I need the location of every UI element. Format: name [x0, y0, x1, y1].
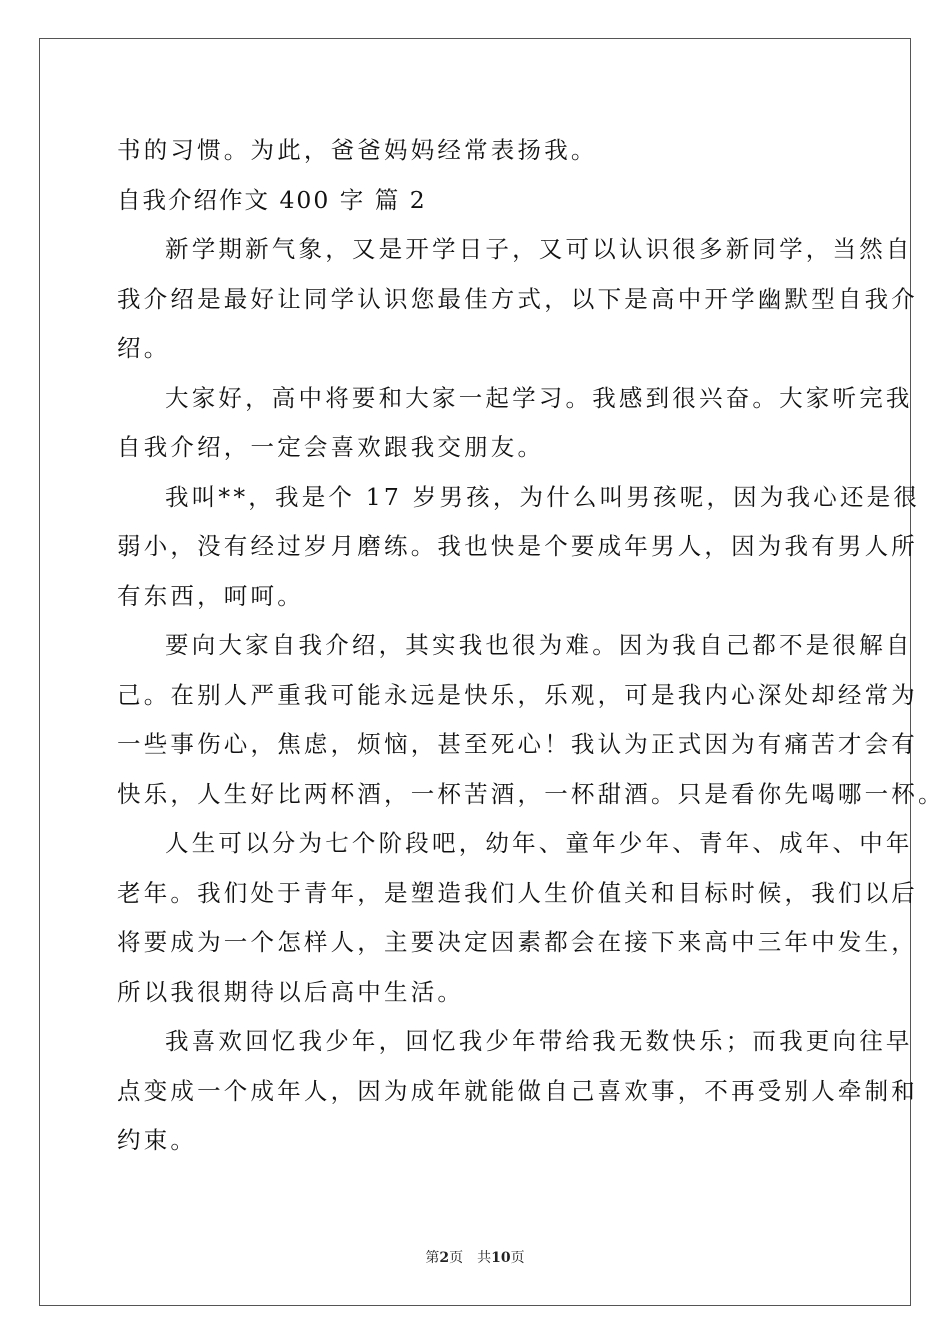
paragraph-line: 人生可以分为七个阶段吧，幼年、童年少年、青年、成年、中年: [165, 829, 913, 857]
page-footer: [0, 1247, 950, 1267]
total-suffix: 页: [510, 1250, 525, 1266]
paragraph-line: 一些事伤心，焦虑，烦恼，甚至死心！我认为正式因为有痛苦才会有: [117, 730, 918, 758]
page-prefix: 第: [425, 1250, 440, 1266]
paragraph-6: [117, 1017, 918, 1166]
paragraph-1: [117, 225, 918, 374]
paragraph-4: [117, 621, 945, 819]
paragraph-line: 新学期新气象，又是开学日子，又可以认识很多新同学，当然自: [165, 235, 913, 263]
paragraph-2: [117, 374, 913, 473]
paragraph-line: 老年。我们处于青年，是塑造我们人生价值关和目标时候，我们以后: [117, 878, 918, 907]
paragraph-line: 我叫**，我是个 17 岁男孩，为什么叫男孩呢，因为我心还是很: [165, 482, 921, 511]
paragraph-line: 点变成一个成年人，因为成年就能做自己喜欢事，不再受别人牵制和: [117, 1076, 918, 1105]
total-page-count: 10: [491, 1250, 511, 1266]
paragraph-line: 将要成为一个怎样人，主要决定因素都会在接下来高中三年中发生，: [117, 928, 918, 956]
paragraph-line: 自我介绍，一定会喜欢跟我交朋友。: [117, 433, 545, 461]
page-suffix: 页: [449, 1250, 464, 1266]
paragraph-line: 有东西，呵呵。: [117, 581, 304, 610]
paragraph-5: [117, 819, 918, 1017]
total-prefix: 共: [477, 1250, 492, 1266]
paragraph-line: 绍。: [117, 334, 171, 362]
paragraph-line: 我喜欢回忆我少年，回忆我少年带给我无数快乐；而我更向往早: [165, 1027, 913, 1055]
document-body: [117, 126, 945, 1166]
section-heading: 自我介绍作文 400 字 篇 2: [117, 185, 427, 214]
continuation-line: 书的习惯。为此，爸爸妈妈经常表扬我。: [117, 136, 598, 164]
paragraph-3: [117, 473, 921, 622]
paragraph-line: 弱小，没有经过岁月磨练。我也快是个要成年男人，因为我有男人所: [117, 532, 918, 560]
current-page-number: 2: [439, 1250, 450, 1266]
paragraph-line: 大家好，高中将要和大家一起学习。我感到很兴奋。大家听完我: [165, 383, 913, 412]
paragraph-line: 约束。: [117, 1126, 198, 1154]
paragraph-line: 己。在别人严重我可能永远是快乐，乐观，可是我内心深处却经常为: [117, 680, 918, 709]
paragraph-line: 要向大家自我介绍，其实我也很为难。因为我自己都不是很解自: [165, 631, 913, 659]
paragraph-line: 快乐，人生好比两杯酒，一杯苦酒，一杯甜酒。只是看你先喝哪一杯。: [117, 779, 945, 808]
paragraph-line: 所以我很期待以后高中生活。: [117, 977, 465, 1006]
paragraph-line: 我介绍是最好让同学认识您最佳方式，以下是高中开学幽默型自我介: [117, 284, 918, 313]
